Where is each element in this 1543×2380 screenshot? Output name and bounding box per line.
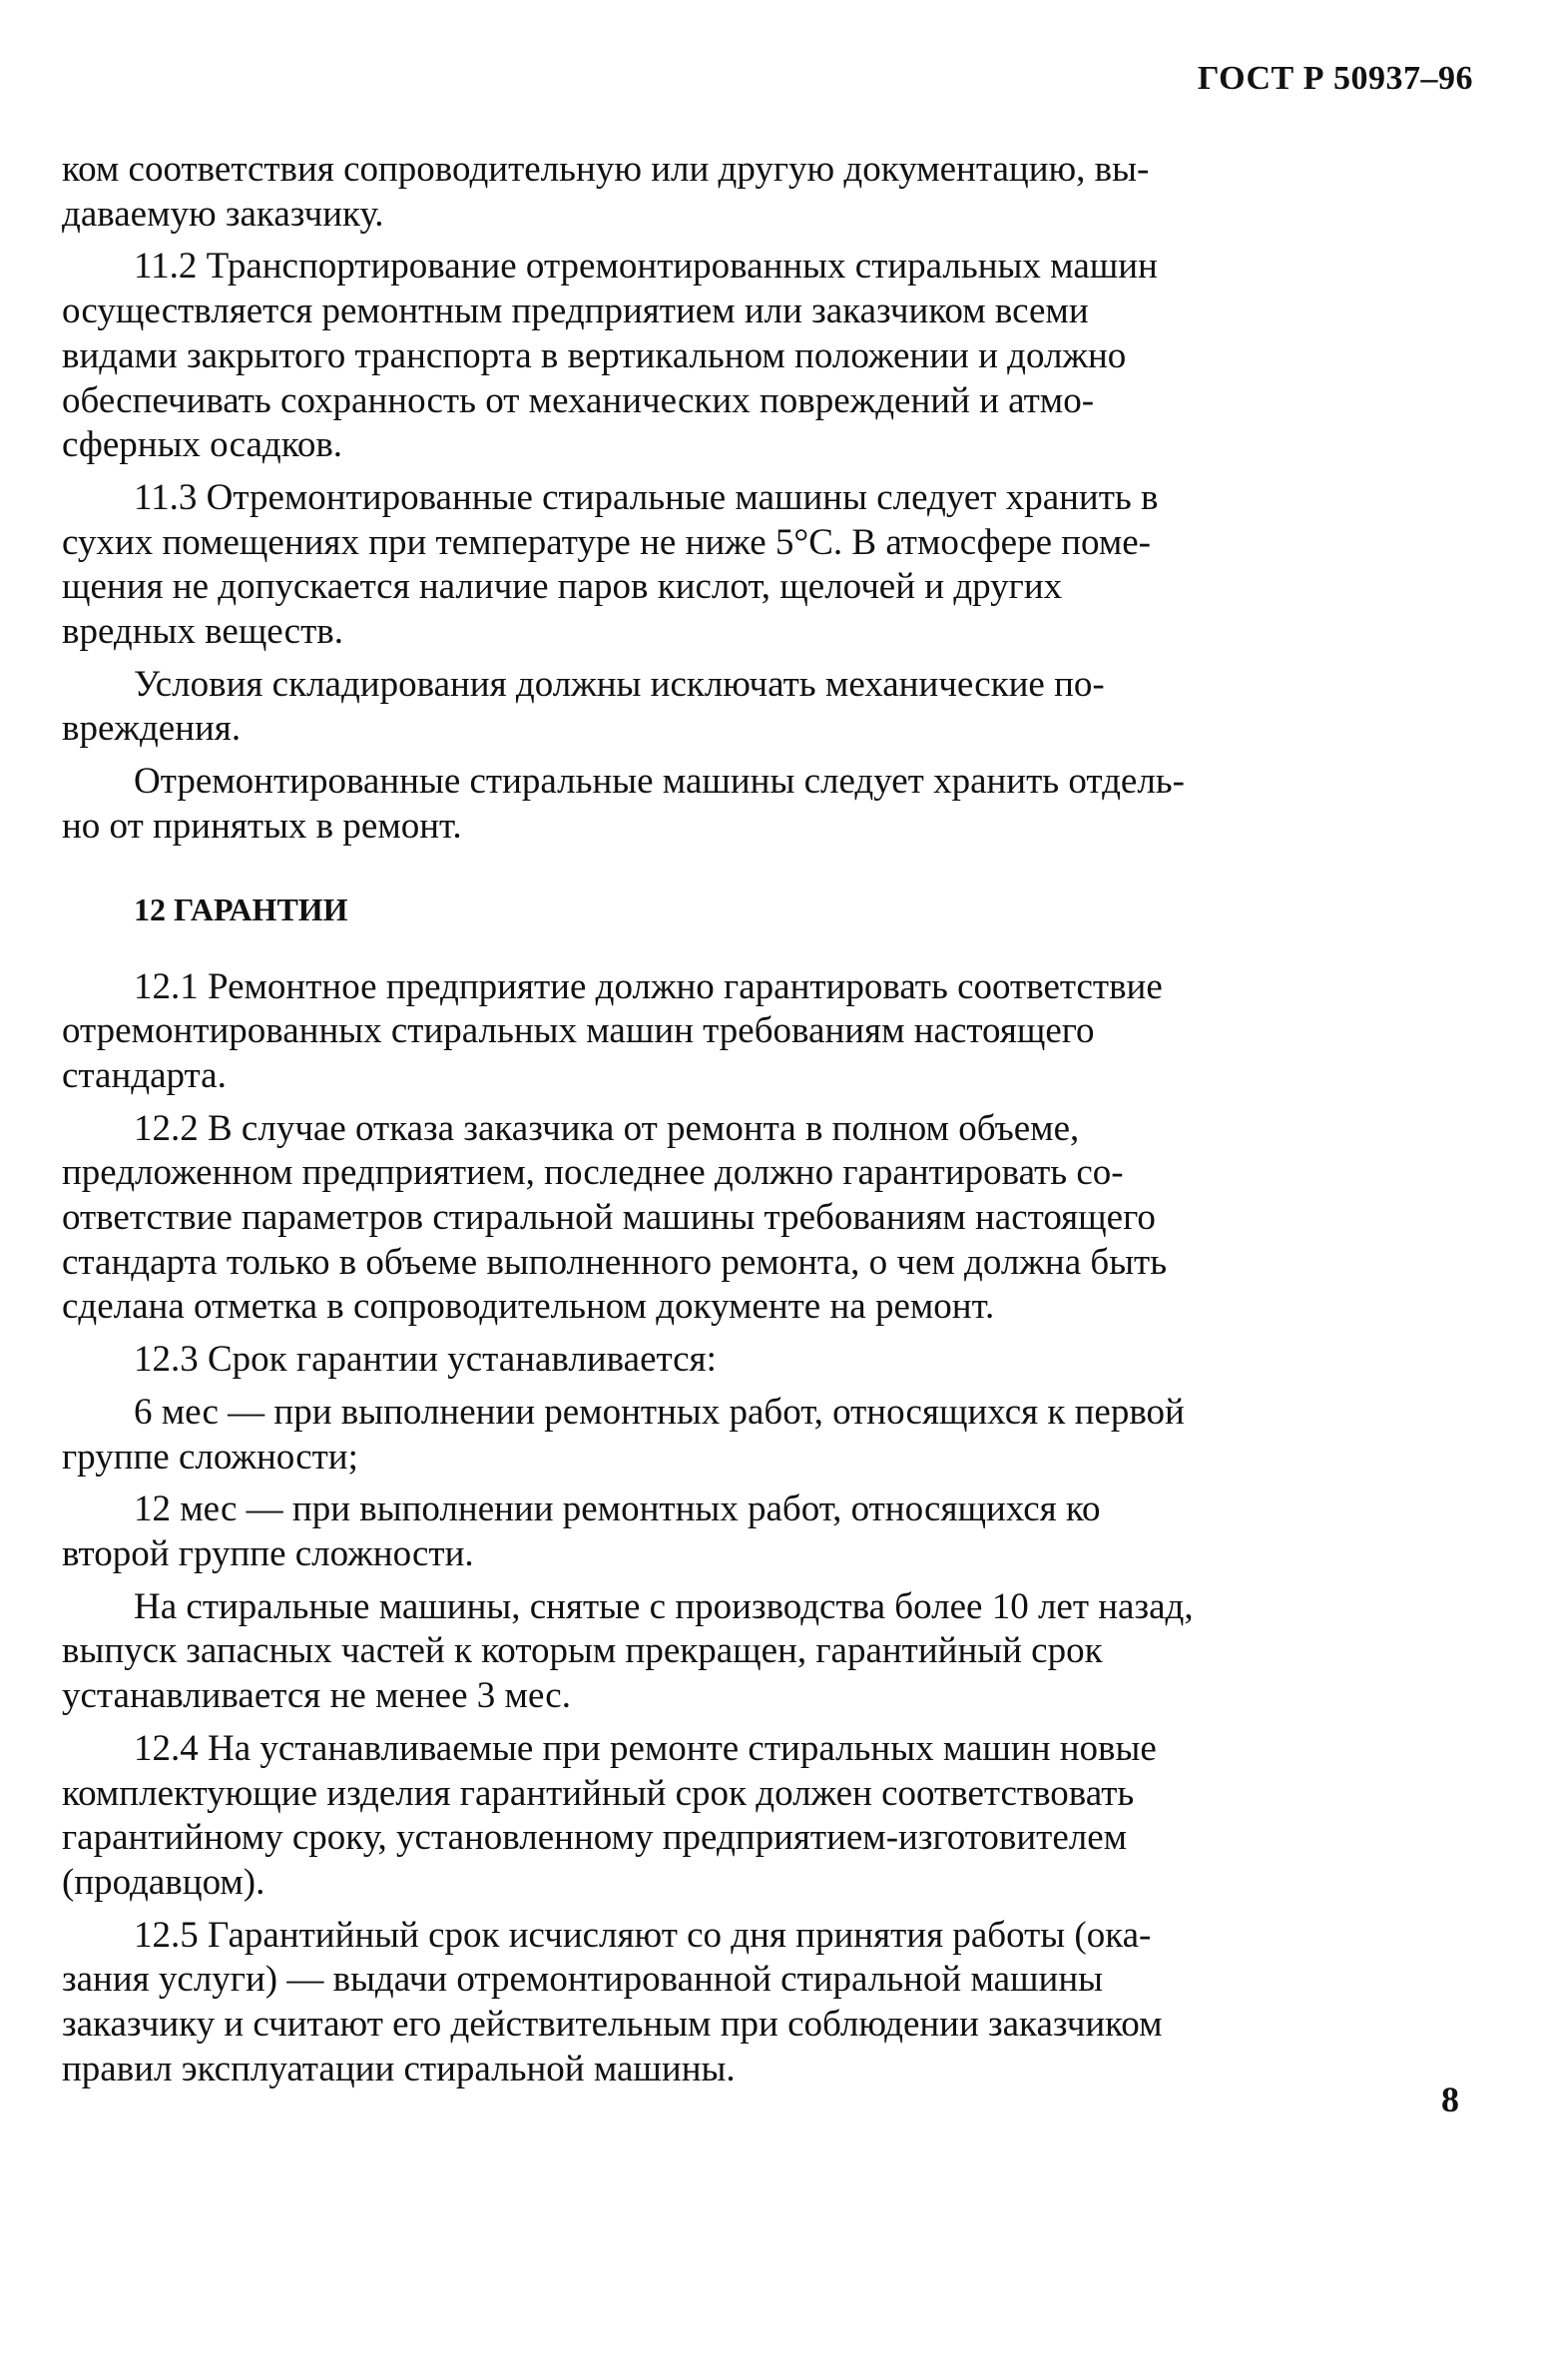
text-line: видами закрытого транспорта в вертикальном положении и должно <box>62 334 1127 376</box>
text-line: выпуск запасных частей к которым прекращен, гарантийный срок <box>62 1630 1103 1672</box>
standard-code-header: ГОСТ Р 50937–96 <box>1197 60 1473 97</box>
text-line: 11.3 Отремонтированные стиральные машины следует хранить в <box>134 476 1159 518</box>
text-line: гарантийному сроку, установленному предприятием-изготовителем <box>62 1817 1128 1859</box>
text-line: щения не допускается наличие паров кислот, щелочей и других <box>62 566 1063 608</box>
paragraph-storage-conditions <box>62 663 1459 752</box>
paragraph-12-1 <box>62 965 1459 1099</box>
section-heading: 12 ГАРАНТИИ <box>134 891 348 927</box>
text-line: обеспечивать сохранность от механических повреждений и атмо- <box>62 379 1095 421</box>
text-line: На стиральные машины, снятые с производства более 10 лет назад, <box>134 1585 1194 1627</box>
text-line: 12.1 Ремонтное предприятие должно гарантировать соответствие <box>134 965 1163 1007</box>
text-line: правил эксплуатации стиральной машины. <box>62 2048 736 2089</box>
text-line: Отремонтированные стиральные машины следует хранить отдель- <box>134 761 1186 803</box>
paragraph-separate-storage <box>62 760 1459 849</box>
text-line: сделана отметка в сопроводительном документе на ремонт. <box>62 1286 995 1328</box>
text-line: предложенном предприятием, последнее должно гарантировать со- <box>62 1152 1124 1194</box>
text-line: 6 мес — при выполнении ремонтных работ, относящихся к первой <box>134 1391 1185 1433</box>
text-line: ответствие параметров стиральной машины требованиям настоящего <box>62 1197 1156 1239</box>
text-line: но от принятых в ремонт. <box>62 805 462 847</box>
text-line: осуществляется ремонтным предприятием или заказчиком всеми <box>62 291 1089 332</box>
text-line: второй группе сложности. <box>62 1532 474 1574</box>
page-number: 8 <box>1441 2080 1459 2119</box>
text-line: даваемую заказчику. <box>62 193 384 235</box>
text-line: Условия складирования должны исключать механические по- <box>134 663 1105 705</box>
paragraph-11-2 <box>62 245 1459 468</box>
text-line: 12 мес — при выполнении ремонтных работ, относящихся ко <box>134 1488 1101 1530</box>
paragraph-12-months <box>62 1488 1459 1576</box>
document-body <box>62 148 1459 2099</box>
text-line: устанавливается не менее 3 мес. <box>62 1675 571 1717</box>
paragraph-12-4 <box>62 1727 1459 1906</box>
text-line: вредных веществ. <box>62 611 343 653</box>
paragraph-12-3 <box>62 1338 1459 1383</box>
text-line: стандарта только в объеме выполненного ремонта, о чем должна быть <box>62 1241 1168 1283</box>
text-line: отремонтированных стиральных машин требованиям настоящего <box>62 1010 1095 1052</box>
text-line: ком соответствия сопроводительную или другую документацию, вы- <box>62 149 1150 190</box>
text-line: заказчику и считают его действительным при соблюдении заказчиком <box>62 2004 1163 2046</box>
text-line: 12.2 В случае отказа заказчика от ремонта в полном объеме, <box>134 1107 1080 1149</box>
text-line: зания услуги) — выдачи отремонтированной стиральной машины <box>62 1959 1104 2001</box>
text-line: вреждения. <box>62 708 242 750</box>
text-line: стандарта. <box>62 1054 227 1096</box>
text-line: сухих помещениях при температуре не ниже 5°С. В атмосфере поме- <box>62 521 1151 563</box>
paragraph-6-months <box>62 1391 1459 1480</box>
text-line: сферных осадков. <box>62 424 343 466</box>
text-line: 12.5 Гарантийный срок исчисляют со дня принятия работы (ока- <box>134 1914 1152 1956</box>
text-line: 12.4 На устанавливаемые при ремонте стиральных машин новые <box>134 1727 1157 1769</box>
paragraph-12-5 <box>62 1914 1459 2092</box>
text-line: комплектующие изделия гарантийный срок должен соответствовать <box>62 1772 1135 1814</box>
paragraph-11-3 <box>62 476 1459 655</box>
paragraph-continuation <box>62 148 1459 237</box>
paragraph-12-2 <box>62 1107 1459 1331</box>
text-line: (продавцом). <box>62 1861 265 1903</box>
paragraph-discontinued-models <box>62 1585 1459 1719</box>
text-line: 12.3 Срок гарантии устанавливается: <box>134 1339 717 1381</box>
text-line: группе сложности; <box>62 1436 358 1478</box>
text-line: 11.2 Транспортирование отремонтированных стиральных машин <box>134 246 1158 288</box>
